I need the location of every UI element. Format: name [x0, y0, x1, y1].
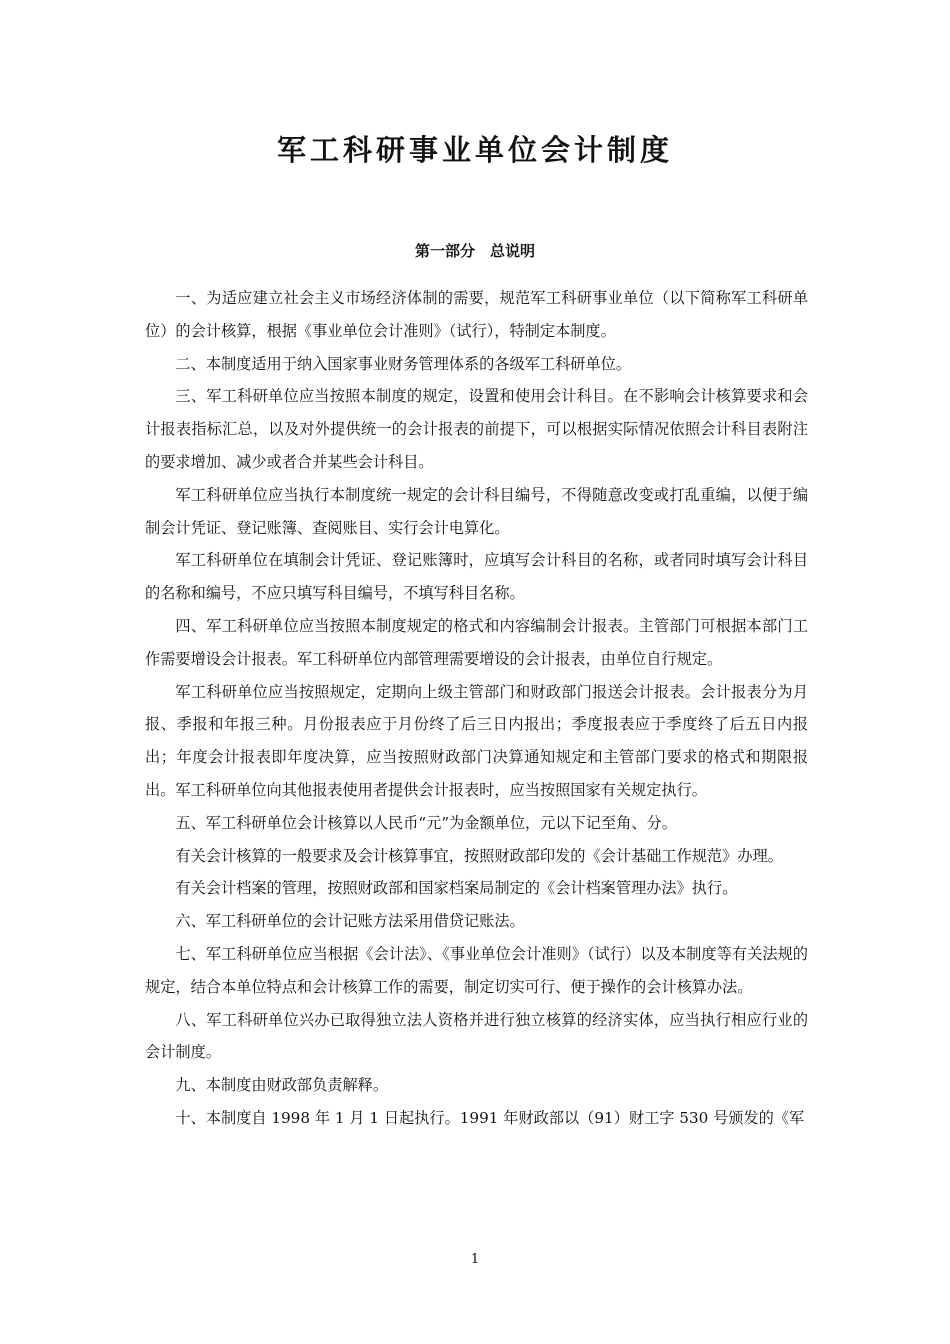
- paragraph: 四、军工科研单位应当按照本制度规定的格式和内容编制会计报表。主管部门可根据本部门工作需要增设会计报表。军工科研单位内部管理需要增设的会计报表，由单位自行规定。: [145, 616, 808, 668]
- paragraph: 八、军工科研单位兴办已取得独立法人资格并进行独立核算的经济实体，应当执行相应行业的会计制度。: [145, 1010, 808, 1062]
- paragraph: 六、军工科研单位的会计记账方法采用借贷记账法。: [175, 912, 525, 931]
- paragraph: 二、本制度适用于纳入国家事业财务管理体系的各级军工科研单位。: [175, 354, 632, 373]
- document-title: 军工科研事业单位会计制度: [276, 133, 673, 167]
- paragraph: 有关会计核算的一般要求及会计核算事宜，按照财政部印发的《会计基础工作规范》办理。: [175, 846, 783, 865]
- paragraph: 七、军工科研单位应当根据《会计法》、《事业单位会计准则》（试行）以及本制度等有关法规的规定，结合本单位特点和会计核算工作的需要，制定切实可行、便于操作的会计核算办法。: [145, 944, 808, 996]
- paragraph: 有关会计档案的管理，按照财政部和国家档案局制定的《会计档案管理办法》执行。: [175, 879, 738, 898]
- paragraph: 五、军工科研单位会计核算以人民币“元”为金额单位，元以下记至角、分。: [175, 813, 677, 832]
- paragraph: 十、本制度自 1998 年 1 月 1 日起执行。1991 年财政部以（91）财工字 530 号颁发的《军: [175, 1108, 805, 1127]
- page-number: 1: [470, 1252, 480, 1267]
- section-heading: 第一部分 总说明: [414, 242, 535, 260]
- paragraph: 军工科研单位应当按照规定，定期向上级主管部门和财政部门报送会计报表。会计报表分为月报、季报和年报三种。月份报表应于月份终了后三日内报出；季度报表应于季度终了后五日内报出；年度会计报表即年度决算，应当按照财政部门决算通知规定和主管部门要求的格式和期限报出。军工科研单位向其他报表使用者提供会计报表时，应当按照国家有关规定执行。: [145, 682, 808, 799]
- paragraph: 三、军工科研单位应当按照本制度的规定，设置和使用会计科目。在不影响会计核算要求和会计报表指标汇总，以及对外提供统一的会计报表的前提下，可以根据实际情况依照会计科目表附注的要求增加、减少或者合并某些会计科目。: [145, 387, 808, 471]
- document-body: [145, 282, 808, 1135]
- paragraph: 九、本制度由财政部负责解释。: [175, 1076, 389, 1095]
- paragraph: 一、为适应建立社会主义市场经济体制的需要，规范军工科研事业单位（以下简称军工科研单位）的会计核算，根据《事业单位会计准则》（试行），特制定本制度。: [145, 289, 808, 340]
- paragraph: 军工科研单位应当执行本制度统一规定的会计科目编号，不得随意改变或打乱重编，以便于编制会计凭证、登记账簿、查阅账目、实行会计电算化。: [145, 485, 808, 537]
- paragraph: 军工科研单位在填制会计凭证、登记账簿时，应填写会计科目的名称，或者同时填写会计科目的名称和编号，不应只填写科目编号，不填写科目名称。: [145, 551, 808, 603]
